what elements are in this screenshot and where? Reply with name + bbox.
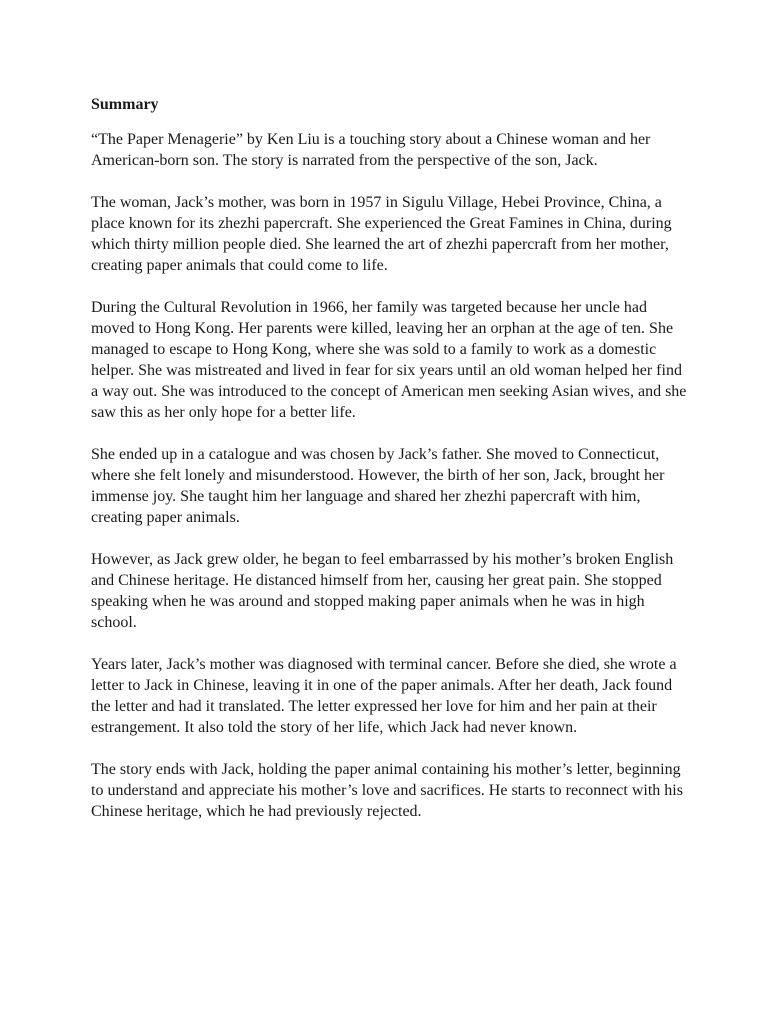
paragraph-connecticut: She ended up in a catalogue and was chosen by Jack’s father. She moved to Connecticut, where she felt lonely and misunderstood. However, the birth of her son, Jack, brought her immense joy. She taught him her language and shared her zhezhi papercraft with him, creating paper animals. [91,446,665,526]
document-body [91,94,691,843]
paragraph-letter: Years later, Jack’s mother was diagnosed with terminal cancer. Before she died, she wrote a letter to Jack in Chinese, leaving it in one of the paper animals. After her death, Jack found the letter and had it translated. The letter expressed her love for him and her pain at their estrangement. It also told the story of her life, which Jack had never known. [91,656,677,736]
paragraph-ending: The story ends with Jack, holding the paper animal containing his mother’s letter, beginning to understand and appreciate his mother’s love and sacrifices. He starts to reconnect with his Chinese heritage, which he had previously rejected. [91,761,683,820]
paragraph-mother-origins: The woman, Jack’s mother, was born in 1957 in Sigulu Village, Hebei Province, China, a place known for its zhezhi papercraft. She experienced the Great Famines in China, during which thirty million people died. She learned the art of zhezhi papercraft from her mother, creating paper animals that could come to life. [91,194,672,274]
summary-heading: Summary [91,96,159,113]
paragraph-cultural-revolution: During the Cultural Revolution in 1966, her family was targeted because her uncle had moved to Hong Kong. Her parents were killed, leaving her an orphan at the age of ten. She managed to escape to Hong Kong, where she was sold to a family to work as a domestic helper. She was mistreated and lived in fear for six years until an old woman helped her find a way out. She was introduced to the concept of American men seeking Asian wives, and she saw this as her only hope for a better life. [91,299,687,421]
paragraph-estrangement: However, as Jack grew older, he began to feel embarrassed by his mother’s broken English and Chinese heritage. He distanced himself from her, causing her great pain. She stopped speaking when he was around and stopped making paper animals when he was in high school. [91,551,674,631]
paragraph-intro: “The Paper Menagerie” by Ken Liu is a touching story about a Chinese woman and her American-born son. The story is narrated from the perspective of the son, Jack. [91,131,651,169]
